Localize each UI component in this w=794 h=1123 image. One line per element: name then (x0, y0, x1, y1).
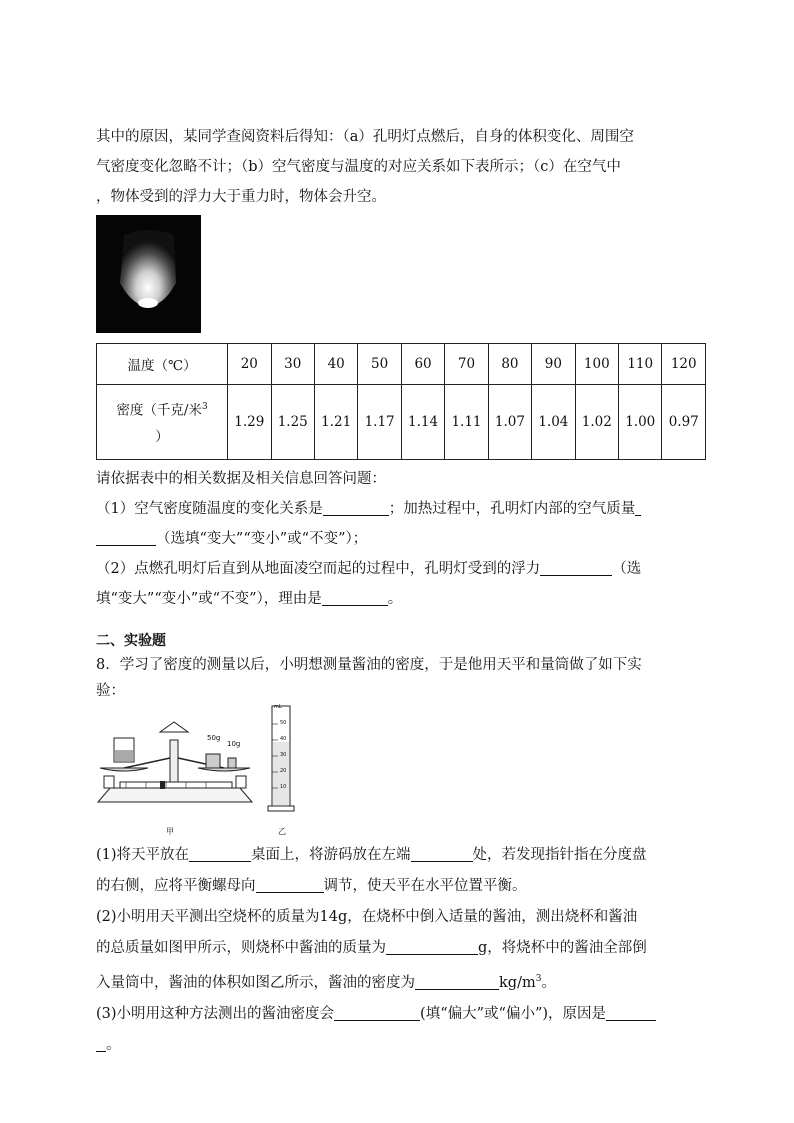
q8-line2: 验： (96, 683, 125, 699)
text: ；加热过程中，孔明灯内部的空气质量 (388, 501, 636, 517)
text: （选 (612, 561, 642, 577)
q8-part3-line2 (96, 1030, 706, 1061)
table-cell: 80 (488, 344, 531, 385)
density-label-end: ） (155, 428, 169, 445)
text: （1）空气密度随温度的变化关系是 (96, 501, 323, 517)
density-unit-sup: 3 (201, 402, 208, 413)
text: 的总质量如图甲所示，则烧杯中酱油的质量为 (96, 940, 386, 956)
table-cell: 1.17 (358, 385, 401, 460)
table-cell: 90 (532, 344, 575, 385)
experiment-figure (96, 704, 706, 840)
answer-blank[interactable] (540, 559, 612, 576)
text: (填“偏大”或“偏小”)，原因是 (420, 1005, 607, 1022)
cylinder-tick: 10 (280, 784, 287, 790)
text: kg/m (499, 974, 536, 991)
text: 入量筒中，酱油的体积如图乙所示，酱油的密度为 (96, 974, 415, 991)
page-content (96, 122, 706, 1061)
text: (3)小明用这种方法测出的酱油密度会 (96, 1005, 335, 1022)
answer-blank[interactable] (635, 499, 641, 516)
cylinder-tick: 20 (280, 768, 287, 774)
q7-part1-line1 (96, 494, 706, 524)
answer-blank[interactable] (411, 845, 473, 862)
q8-part1-line1 (96, 840, 706, 871)
text: g，将烧杯中的酱油全部倒 (478, 940, 647, 956)
q7-part1-line2 (96, 524, 706, 554)
cylinder-tick: 50 (280, 720, 287, 726)
text: （选填“变大”“变小”或“不变”）； (156, 531, 368, 547)
answer-blank[interactable] (415, 973, 499, 990)
text: 处，若发现指针指在分度盘 (472, 847, 647, 863)
answer-blank[interactable] (322, 589, 388, 606)
table-cell: 1.11 (445, 385, 488, 460)
q8-part3-line1 (96, 999, 706, 1030)
answer-blank[interactable] (96, 1035, 106, 1052)
figure-label-a: 甲 (166, 827, 174, 836)
sky-lantern-photo (96, 215, 201, 333)
q8-part2-line1: (2)小明用天平测出空烧杯的质量为14g，在烧杯中倒入适量的酱油，测出烧杯和酱油 (96, 909, 638, 925)
table-cell: 40 (314, 344, 357, 385)
weight-label-50g: 50g (207, 734, 221, 742)
table-cell: 70 (445, 344, 488, 385)
text: 的右侧，应将平衡螺母向 (96, 878, 256, 894)
table-cell: 1.21 (314, 385, 357, 460)
text: (1)将天平放在 (96, 847, 190, 863)
intro-line-2: 气密度变化忽略不计；（b）空气密度与温度的对应关系如下表所示；（c）在空气中 (96, 159, 621, 175)
density-label: 密度（千克/米 (116, 402, 202, 419)
cylinder-unit: mL (274, 704, 282, 710)
table-cell: 60 (401, 344, 444, 385)
answer-blank[interactable] (334, 1004, 420, 1021)
table-cell: 1.25 (271, 385, 314, 460)
figure-label-b: 乙 (278, 827, 286, 836)
text: 。 (541, 974, 556, 991)
q7-part2-line1 (96, 554, 706, 584)
density-table (96, 343, 706, 460)
table-cell: 50 (358, 344, 401, 385)
intro-line-3: ，物体受到的浮力大于重力时，物体会升空。 (96, 189, 386, 205)
text: 填“变大”“变小”或“不变”），理由是 (96, 591, 322, 607)
text: 桌面上，将游码放在左端 (251, 847, 411, 863)
section-title: 二、实验题 (96, 633, 166, 649)
table-header-temperature: 温度（℃） (97, 344, 228, 385)
table-cell: 110 (619, 344, 662, 385)
table-cell: 1.14 (401, 385, 444, 460)
table-cell: 20 (228, 344, 271, 385)
table-cell: 30 (271, 344, 314, 385)
text: 。 (387, 591, 403, 607)
table-cell: 1.00 (619, 385, 662, 460)
answer-blank[interactable] (323, 499, 389, 516)
text: 调节，使天平在水平位置平衡。 (323, 878, 527, 894)
table-cell: 100 (575, 344, 618, 385)
answer-blank[interactable] (96, 529, 156, 546)
answer-blank[interactable] (386, 938, 478, 955)
q8-part2-line2 (96, 933, 706, 964)
text: （2）点燃孔明灯后直到从地面凌空而起的过程中，孔明灯受到的浮力 (96, 561, 541, 577)
intro-line-1: 其中的原因，某同学查阅资料后得知：（a）孔明灯点燃后，自身的体积变化、周围空 (96, 129, 634, 145)
table-row-density (97, 385, 706, 460)
table-row-temperature (97, 344, 706, 385)
answer-blank[interactable] (256, 876, 324, 893)
q7-prompt: 请依据表中的相关数据及相关信息回答问题： (96, 471, 386, 487)
cylinder-tick: 40 (280, 736, 287, 742)
unit-sup: 3 (535, 974, 542, 984)
table-cell: 1.29 (228, 385, 271, 460)
table-cell: 1.02 (575, 385, 618, 460)
weight-label-10g: 10g (227, 740, 241, 748)
q8-line1: 8．学习了密度的测量以后，小明想测量酱油的密度，于是他用天平和量筒做了如下实 (96, 657, 642, 673)
table-cell: 120 (662, 344, 706, 385)
table-cell: 1.04 (532, 385, 575, 460)
cylinder-tick: 30 (280, 752, 287, 758)
answer-blank[interactable] (189, 845, 251, 862)
q8-part1-line2 (96, 871, 706, 902)
text: 。 (106, 1036, 121, 1053)
table-cell: 0.97 (662, 385, 706, 460)
q7-part2-line2 (96, 584, 706, 614)
q8-part2-line3 (96, 964, 706, 999)
table-cell: 1.07 (488, 385, 531, 460)
answer-blank[interactable] (606, 1004, 656, 1021)
table-header-density (97, 385, 228, 460)
